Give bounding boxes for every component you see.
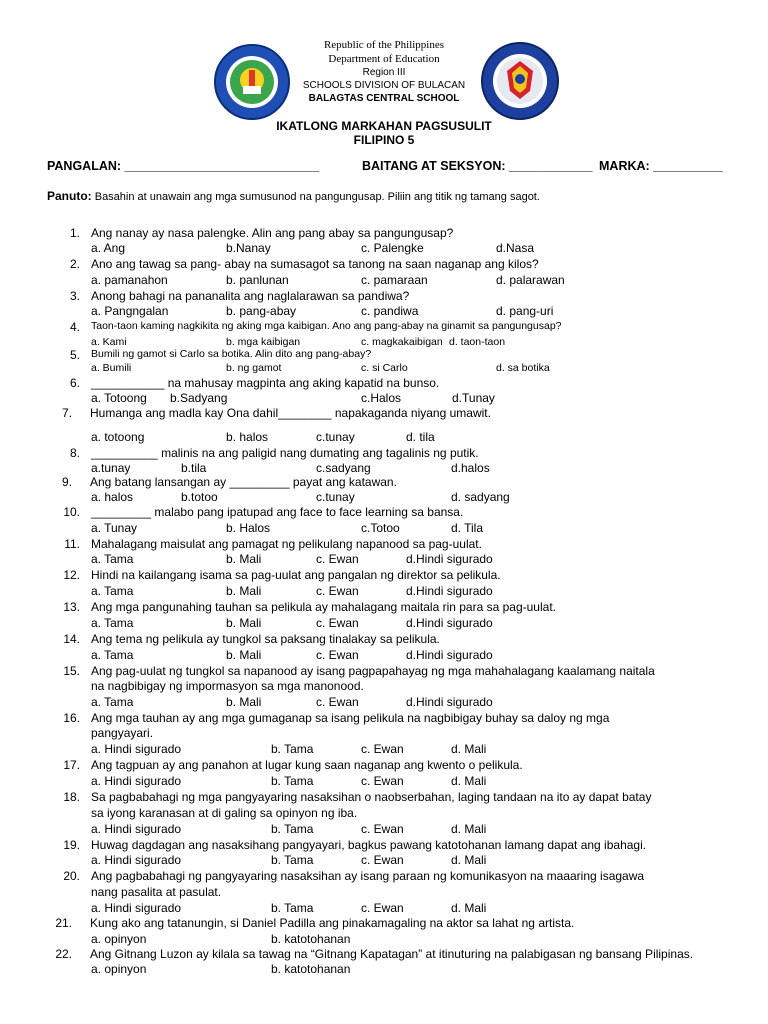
question-text: Ano ang tawag sa pang- abay na sumasagot sa tanong na saan naganap ang kilos?: [91, 257, 539, 271]
answer-option[interactable]: c. magkakaibigan: [361, 336, 443, 348]
answer-option[interactable]: b. katotohanan: [271, 932, 351, 946]
answer-option[interactable]: d. Tila: [451, 521, 484, 535]
answer-option[interactable]: c. Ewan: [361, 742, 404, 756]
question-text: Ang pagbabahagi ng pangyayaring nasaksihan ay isang paraan ng komunikasyon na maaaring isagawa: [91, 869, 645, 883]
answer-option[interactable]: a. Hindi sigurado: [91, 901, 182, 915]
question-text-continued: sa iyong karanasan at di galing sa opinyon ng iba.: [91, 806, 358, 820]
header-department: Department of Education: [328, 53, 440, 65]
header-school: BALAGTAS CENTRAL SCHOOL: [308, 93, 460, 104]
question-text: __________ malinis na ang paligid nang dumating ang tagalinis ng putik.: [91, 446, 479, 460]
question-text-continued: na nagbibigay ng impormasyon sa mga manonood.: [91, 679, 364, 693]
question-text: Taon-taon kaming nagkikita ng aking mga kaibigan. Ano ang pang-abay na ginamit sa pangungusap?: [91, 320, 562, 332]
question-number: 19.: [63, 838, 80, 852]
answer-option[interactable]: b. mga kaibigan: [226, 336, 301, 348]
answer-option[interactable]: b. panlunan: [226, 273, 289, 287]
question-number: 8.: [69, 446, 80, 460]
answer-option[interactable]: c.tunay: [316, 490, 355, 504]
answer-option[interactable]: d.Hindi sigurado: [406, 616, 493, 630]
question-text: ___________ na mahusay magpinta ang aking kapatid na bunso.: [91, 376, 440, 390]
answer-option[interactable]: b. Tama: [271, 901, 314, 915]
answer-option[interactable]: d.halos: [451, 461, 490, 475]
question-number: 14.: [63, 632, 80, 646]
answer-option[interactable]: c. si Carlo: [361, 362, 408, 374]
question-number: 9.: [61, 475, 72, 489]
answer-option[interactable]: b. pang-abay: [226, 304, 297, 318]
answer-option[interactable]: c. Ewan: [361, 901, 404, 915]
question-text: Ang pag-uulat ng tungkol sa napanood ay isang pagpapahayag ng mga mahahalagang kaalamang naitala: [91, 664, 655, 678]
answer-option[interactable]: a. opinyon: [91, 932, 147, 946]
question-text: Bumili ng gamot si Carlo sa botika. Alin dito ang pang-abay?: [91, 348, 372, 360]
answer-option[interactable]: d.Nasa: [496, 241, 535, 255]
question-number: 2.: [69, 257, 80, 271]
answer-option[interactable]: b.tila: [181, 461, 207, 475]
answer-option[interactable]: a. Bumili: [91, 362, 132, 374]
answer-option[interactable]: b. Tama: [271, 853, 314, 867]
question-text: Ang tema ng pelikula ay tungkol sa paksang tinalakay sa pelikula.: [91, 632, 440, 646]
grade-section-field-label: BAITANG AT SEKSYON: ____________: [362, 159, 593, 173]
answer-option[interactable]: c.Halos: [361, 391, 402, 405]
answer-option[interactable]: a. Hindi sigurado: [91, 774, 182, 788]
answer-option[interactable]: d. pang-uri: [496, 304, 554, 318]
answer-option[interactable]: a. Tunay: [91, 521, 138, 535]
answer-option[interactable]: a. Hindi sigurado: [91, 822, 182, 836]
answer-option[interactable]: c. Ewan: [316, 552, 359, 566]
answer-option[interactable]: a. Tama: [91, 648, 134, 662]
answer-option[interactable]: b.totoo: [181, 490, 218, 504]
header-division: SCHOOLS DIVISION OF BULACAN: [302, 80, 466, 91]
answer-option[interactable]: b. Halos: [226, 521, 271, 535]
instructions: [47, 189, 540, 203]
question-text: Ang nanay ay nasa palengke. Alin ang pang abay sa pangungusap?: [91, 226, 454, 240]
question-text: Sa pagbabahagi ng mga pangyayaring nasaksihan o naobserbahan, laging tandaan na ito ay dapat batay: [91, 790, 652, 804]
answer-option[interactable]: c. Ewan: [361, 822, 404, 836]
answer-option[interactable]: d. taon-taon: [449, 336, 506, 348]
answer-option[interactable]: a. totoong: [91, 430, 145, 444]
answer-option[interactable]: b. Tama: [271, 774, 314, 788]
question-number: 15.: [63, 664, 80, 678]
question-text-continued: pangyayari.: [91, 726, 154, 740]
question-number: 10.: [63, 505, 80, 519]
answer-option[interactable]: b. halos: [226, 430, 269, 444]
question-text: Ang mga tauhan ay ang mga gumaganap sa isang pelikula na nagbibigay buhay sa daloy ng mga: [91, 711, 610, 725]
answer-option[interactable]: c. Ewan: [316, 648, 359, 662]
answer-option[interactable]: d.Hindi sigurado: [406, 695, 493, 709]
answer-option[interactable]: a. Ang: [91, 241, 126, 255]
answer-option[interactable]: b. Mali: [226, 695, 262, 709]
answer-option[interactable]: c.sadyang: [316, 461, 371, 475]
answer-option[interactable]: c. Ewan: [316, 616, 359, 630]
answer-option[interactable]: b. katotohanan: [271, 962, 351, 976]
question-number: 21.: [55, 916, 72, 930]
answer-option[interactable]: a. halos: [91, 490, 134, 504]
answer-option[interactable]: c. pamaraan: [361, 273, 428, 287]
answer-option[interactable]: d. Mali: [451, 901, 487, 915]
answer-option[interactable]: b.Nanay: [226, 241, 271, 255]
question-text: Ang Gitnang Luzon ay kilala sa tawag na “Gitnang Kapatagan” at itinuturing na palabigasan ng bansang Pilipinas.: [90, 947, 694, 961]
answer-option[interactable]: b. Mali: [226, 616, 262, 630]
question-text: Ang mga pangunahing tauhan sa pelikula ay mahalagang maitala rin para sa pag-uulat.: [91, 600, 556, 614]
answer-option[interactable]: b. Tama: [271, 822, 314, 836]
answer-option[interactable]: d.Hindi sigurado: [406, 584, 493, 598]
instructions-label: Panuto:: [47, 189, 92, 203]
answer-option[interactable]: d. Mali: [451, 742, 487, 756]
header-republic: Republic of the Philippines: [323, 39, 445, 51]
question-number: 13.: [63, 600, 80, 614]
answer-option[interactable]: d. Mali: [451, 853, 487, 867]
question-number: 18.: [63, 790, 80, 804]
question-text-continued: nang pasalita at pasulat.: [91, 885, 222, 899]
question-number: 16.: [63, 711, 80, 725]
question-number: 22.: [55, 947, 72, 961]
question-text: Hindi na kailangang isama sa pag-uulat ang pangalan ng direktor sa pelikula.: [91, 568, 501, 582]
header-region: Region III: [362, 67, 406, 78]
question-number: 11.: [64, 537, 80, 551]
answer-option[interactable]: c.Totoo: [361, 521, 400, 535]
answer-option[interactable]: d.Hindi sigurado: [406, 648, 493, 662]
question-number: 4.: [69, 320, 80, 334]
subject-title: FILIPINO 5: [353, 133, 415, 147]
answer-option[interactable]: d.Tunay: [452, 391, 495, 405]
answer-option[interactable]: a.tunay: [91, 461, 131, 475]
answer-option[interactable]: a. Tama: [91, 552, 134, 566]
answer-option[interactable]: a. Hindi sigurado: [91, 853, 182, 867]
name-field-label: PANGALAN: ____________________________: [47, 159, 320, 173]
question-text: Mahalagang maisulat ang pamagat ng pelikulang napanood sa pag-uulat.: [91, 537, 482, 551]
score-field-label: MARKA: __________: [599, 159, 723, 173]
question-text: Kung ako ang tatanungin, si Daniel Padilla ang pinakamagaling na aktor sa lahat ng artista.: [90, 916, 575, 930]
question-text: Huwag dagdagan ang nasaksihang pangyayari, bagkus pawang katotohanan lamang dapat ang ibahagi.: [91, 838, 647, 852]
answer-option[interactable]: a. Hindi sigurado: [91, 742, 182, 756]
answer-option[interactable]: a. pamanahon: [91, 273, 168, 287]
question-number: 6.: [69, 376, 80, 390]
question-text: Anong bahagi na pananalita ang naglalarawan sa pandiwa?: [91, 289, 410, 303]
question-text: Humanga ang madla kay Ona dahil________ napakaganda niyang umawit.: [90, 406, 491, 420]
instructions-text: Basahin at unawain ang mga sumusunod na pangungusap. Piliin ang titik ng tamang sagot.: [91, 191, 540, 203]
answer-option[interactable]: a. Pangngalan: [91, 304, 169, 318]
answer-option[interactable]: c. Palengke: [361, 241, 424, 255]
question-text: Ang tagpuan ay ang panahon at lugar kung saan naganap ang kwento o pelikula.: [91, 758, 523, 772]
question-number: 1.: [69, 226, 80, 240]
answer-option[interactable]: a. Tama: [91, 695, 134, 709]
answer-option[interactable]: d. sadyang: [451, 490, 510, 504]
answer-option[interactable]: a. Kami: [91, 336, 127, 348]
question-number: 3.: [69, 289, 80, 303]
answer-option[interactable]: d. tila: [406, 430, 435, 444]
answer-option[interactable]: d. Mali: [451, 822, 487, 836]
answer-option[interactable]: b.Sadyang: [170, 391, 228, 405]
answer-option[interactable]: d. sa botika: [496, 362, 550, 374]
question-text: _________ malabo pang ipatupad ang face to face learning sa bansa.: [91, 505, 464, 519]
question-number: 20.: [63, 869, 80, 883]
question-number: 12.: [63, 568, 80, 582]
question-number: 5.: [69, 348, 80, 362]
answer-option[interactable]: c.tunay: [316, 430, 355, 444]
answer-option[interactable]: c. Ewan: [361, 774, 404, 788]
answer-option[interactable]: d. palarawan: [496, 273, 565, 287]
question-number: 17.: [63, 758, 80, 772]
question-number: 7.: [61, 406, 72, 420]
answer-option[interactable]: b. Tama: [271, 742, 314, 756]
answer-option[interactable]: a. Tama: [91, 616, 134, 630]
answer-option[interactable]: d.Hindi sigurado: [406, 552, 493, 566]
answer-option[interactable]: d. Mali: [451, 774, 487, 788]
answer-option[interactable]: c. Ewan: [316, 695, 359, 709]
question-text: Ang batang lansangan ay _________ payat ang katawan.: [90, 475, 397, 489]
answer-option[interactable]: b. Mali: [226, 584, 262, 598]
answer-option[interactable]: b. Mali: [226, 648, 262, 662]
answer-option[interactable]: a. Tama: [91, 584, 134, 598]
answer-option[interactable]: c. pandiwa: [361, 304, 419, 318]
answer-option[interactable]: a. opinyon: [91, 962, 147, 976]
answer-option[interactable]: c. Ewan: [361, 853, 404, 867]
answer-option[interactable]: c. Ewan: [316, 584, 359, 598]
answer-option[interactable]: b. ng gamot: [226, 362, 282, 374]
exam-title: IKATLONG MARKAHAN PAGSUSULIT: [276, 119, 492, 133]
answer-option[interactable]: a. Totoong: [91, 391, 147, 405]
answer-option[interactable]: b. Mali: [226, 552, 262, 566]
